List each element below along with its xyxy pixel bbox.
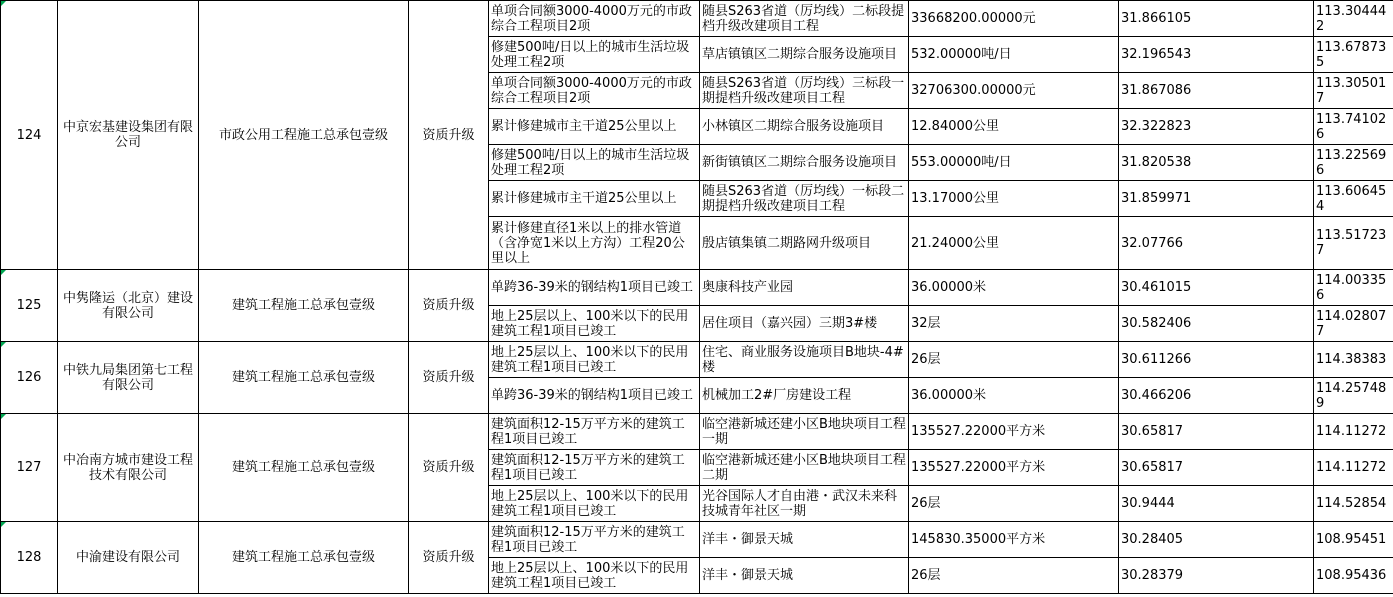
project-name-cell[interactable]: 草店镇镇区二期综合服务设施项目 (700, 37, 909, 73)
qualification-cell[interactable]: 市政公用工程施工总承包壹级 (199, 1, 409, 270)
longitude-cell[interactable]: 113.606454 (1314, 181, 1393, 217)
latitude-cell[interactable]: 30.611266 (1119, 342, 1314, 378)
longitude-cell[interactable]: 113.678735 (1314, 37, 1393, 73)
latitude-cell[interactable]: 30.28405 (1119, 522, 1314, 558)
company-cell[interactable]: 中渝建设有限公司 (58, 522, 199, 594)
application-type-cell[interactable]: 资质升级 (409, 1, 489, 270)
requirement-cell[interactable]: 建筑面积12-15万平方米的建筑工程1项目已竣工 (489, 522, 700, 558)
project-name-cell[interactable]: 小林镇区二期综合服务设施项目 (700, 109, 909, 145)
requirement-cell[interactable]: 单跨36-39米的钢结构1项目已竣工 (489, 378, 700, 414)
company-cell[interactable]: 中铁九局集团第七工程有限公司 (58, 342, 199, 414)
requirement-cell[interactable]: 地上25层以上、100米以下的民用建筑工程1项目已竣工 (489, 342, 700, 378)
requirement-cell[interactable]: 单项合同额3000-4000万元的市政综合工程项目2项 (489, 73, 700, 109)
project-name-cell[interactable]: 随县S263省道（厉均线）一标段二期提档升级改建项目工程 (700, 181, 909, 217)
latitude-cell[interactable]: 30.582406 (1119, 306, 1314, 342)
table-row (1, 1, 1393, 37)
latitude-cell[interactable]: 31.866105 (1119, 1, 1314, 37)
project-name-cell[interactable]: 洋丰・御景天城 (700, 522, 909, 558)
table-row (1, 522, 1393, 558)
amount-cell[interactable]: 32706300.00000元 (909, 73, 1119, 109)
application-type-cell[interactable]: 资质升级 (409, 522, 489, 594)
requirement-cell[interactable]: 建筑面积12-15万平方米的建筑工程1项目已竣工 (489, 450, 700, 486)
requirement-cell[interactable]: 单项合同额3000-4000万元的市政综合工程项目2项 (489, 1, 700, 37)
requirement-cell[interactable]: 累计修建城市主干道25公里以上 (489, 109, 700, 145)
amount-cell[interactable]: 532.00000吨/日 (909, 37, 1119, 73)
company-cell[interactable]: 中京宏基建设集团有限公司 (58, 1, 199, 270)
requirement-cell[interactable]: 累计修建城市主干道25公里以上 (489, 181, 700, 217)
amount-cell[interactable]: 21.24000公里 (909, 217, 1119, 270)
amount-cell[interactable]: 135527.22000平方米 (909, 450, 1119, 486)
amount-cell[interactable]: 32层 (909, 306, 1119, 342)
application-type-cell[interactable]: 资质升级 (409, 270, 489, 342)
project-name-cell[interactable]: 新街镇镇区二期综合服务设施项目 (700, 145, 909, 181)
longitude-cell[interactable]: 108.95451 (1314, 522, 1393, 558)
project-name-cell[interactable]: 机械加工2#厂房建设工程 (700, 378, 909, 414)
qualification-cell[interactable]: 建筑工程施工总承包壹级 (199, 342, 409, 414)
table-row (1, 270, 1393, 306)
latitude-cell[interactable]: 32.196543 (1119, 37, 1314, 73)
row-number-cell[interactable]: 125 (1, 270, 58, 342)
longitude-cell[interactable]: 114.38383 (1314, 342, 1393, 378)
latitude-cell[interactable]: 32.07766 (1119, 217, 1314, 270)
latitude-cell[interactable]: 30.65817 (1119, 450, 1314, 486)
project-name-cell[interactable]: 住宅、商业服务设施项目B地块-4#楼 (700, 342, 909, 378)
requirement-cell[interactable]: 修建500吨/日以上的城市生活垃圾处理工程2项 (489, 37, 700, 73)
amount-cell[interactable]: 36.00000米 (909, 378, 1119, 414)
latitude-cell[interactable]: 32.322823 (1119, 109, 1314, 145)
latitude-cell[interactable]: 30.461015 (1119, 270, 1314, 306)
requirement-cell[interactable]: 累计修建直径1米以上的排水管道（含净宽1米以上方沟）工程20公里以上 (489, 217, 700, 270)
table-row (1, 342, 1393, 378)
row-number-cell[interactable]: 128 (1, 522, 58, 594)
application-type-cell[interactable]: 资质升级 (409, 414, 489, 522)
requirement-cell[interactable]: 地上25层以上、100米以下的民用建筑工程1项目已竣工 (489, 558, 700, 594)
requirement-cell[interactable]: 修建500吨/日以上的城市生活垃圾处理工程2项 (489, 145, 700, 181)
longitude-cell[interactable]: 113.305017 (1314, 73, 1393, 109)
project-name-cell[interactable]: 奥康科技产业园 (700, 270, 909, 306)
amount-cell[interactable]: 26层 (909, 486, 1119, 522)
latitude-cell[interactable]: 30.9444 (1119, 486, 1314, 522)
amount-cell[interactable]: 33668200.00000元 (909, 1, 1119, 37)
amount-cell[interactable]: 26层 (909, 342, 1119, 378)
amount-cell[interactable]: 145830.35000平方米 (909, 522, 1119, 558)
qualification-cell[interactable]: 建筑工程施工总承包壹级 (199, 414, 409, 522)
requirement-cell[interactable]: 地上25层以上、100米以下的民用建筑工程1项目已竣工 (489, 306, 700, 342)
requirement-cell[interactable]: 单跨36-39米的钢结构1项目已竣工 (489, 270, 700, 306)
amount-cell[interactable]: 36.00000米 (909, 270, 1119, 306)
longitude-cell[interactable]: 114.003356 (1314, 270, 1393, 306)
longitude-cell[interactable]: 113.741026 (1314, 109, 1393, 145)
requirement-cell[interactable]: 地上25层以上、100米以下的民用建筑工程1项目已竣工 (489, 486, 700, 522)
longitude-cell[interactable]: 114.11272 (1314, 450, 1393, 486)
requirement-cell[interactable]: 建筑面积12-15万平方米的建筑工程1项目已竣工 (489, 414, 700, 450)
latitude-cell[interactable]: 30.28379 (1119, 558, 1314, 594)
longitude-cell[interactable]: 114.52854 (1314, 486, 1393, 522)
row-number-cell[interactable]: 124 (1, 1, 58, 270)
project-name-cell[interactable]: 随县S263省道（厉均线）二标段提档升级改建项目工程 (700, 1, 909, 37)
row-number-cell[interactable]: 126 (1, 342, 58, 414)
table-row (1, 414, 1393, 450)
longitude-cell[interactable]: 113.304442 (1314, 1, 1393, 37)
row-number-cell[interactable]: 127 (1, 414, 58, 522)
qualification-cell[interactable]: 建筑工程施工总承包壹级 (199, 270, 409, 342)
longitude-cell[interactable]: 108.95436 (1314, 558, 1393, 594)
company-cell[interactable]: 中隽隆运（北京）建设有限公司 (58, 270, 199, 342)
company-cell[interactable]: 中冶南方城市建设工程技术有限公司 (58, 414, 199, 522)
latitude-cell[interactable]: 31.859971 (1119, 181, 1314, 217)
project-name-cell[interactable]: 殷店镇集镇二期路网升级项目 (700, 217, 909, 270)
table-body (1, 1, 1393, 594)
longitude-cell[interactable]: 113.225696 (1314, 145, 1393, 181)
latitude-cell[interactable]: 31.820538 (1119, 145, 1314, 181)
application-type-cell[interactable]: 资质升级 (409, 342, 489, 414)
project-name-cell[interactable]: 光谷国际人才自由港・武汉未来科技城青年社区一期 (700, 486, 909, 522)
amount-cell[interactable]: 553.00000吨/日 (909, 145, 1119, 181)
amount-cell[interactable]: 13.17000公里 (909, 181, 1119, 217)
longitude-cell[interactable]: 114.257489 (1314, 378, 1393, 414)
project-name-cell[interactable]: 临空港新城还建小区B地块项目工程二期 (700, 450, 909, 486)
latitude-cell[interactable]: 31.867086 (1119, 73, 1314, 109)
project-name-cell[interactable]: 洋丰・御景天城 (700, 558, 909, 594)
project-name-cell[interactable]: 居住项目（嘉兴园）三期3#楼 (700, 306, 909, 342)
longitude-cell[interactable]: 114.11272 (1314, 414, 1393, 450)
latitude-cell[interactable]: 30.65817 (1119, 414, 1314, 450)
qualification-cell[interactable]: 建筑工程施工总承包壹级 (199, 522, 409, 594)
longitude-cell[interactable]: 114.028077 (1314, 306, 1393, 342)
latitude-cell[interactable]: 30.466206 (1119, 378, 1314, 414)
amount-cell[interactable]: 12.84000公里 (909, 109, 1119, 145)
amount-cell[interactable]: 135527.22000平方米 (909, 414, 1119, 450)
project-name-cell[interactable]: 临空港新城还建小区B地块项目工程一期 (700, 414, 909, 450)
project-name-cell[interactable]: 随县S263省道（厉均线）三标段一期提档升级改建项目工程 (700, 73, 909, 109)
amount-cell[interactable]: 26层 (909, 558, 1119, 594)
longitude-cell[interactable]: 113.517237 (1314, 217, 1393, 270)
